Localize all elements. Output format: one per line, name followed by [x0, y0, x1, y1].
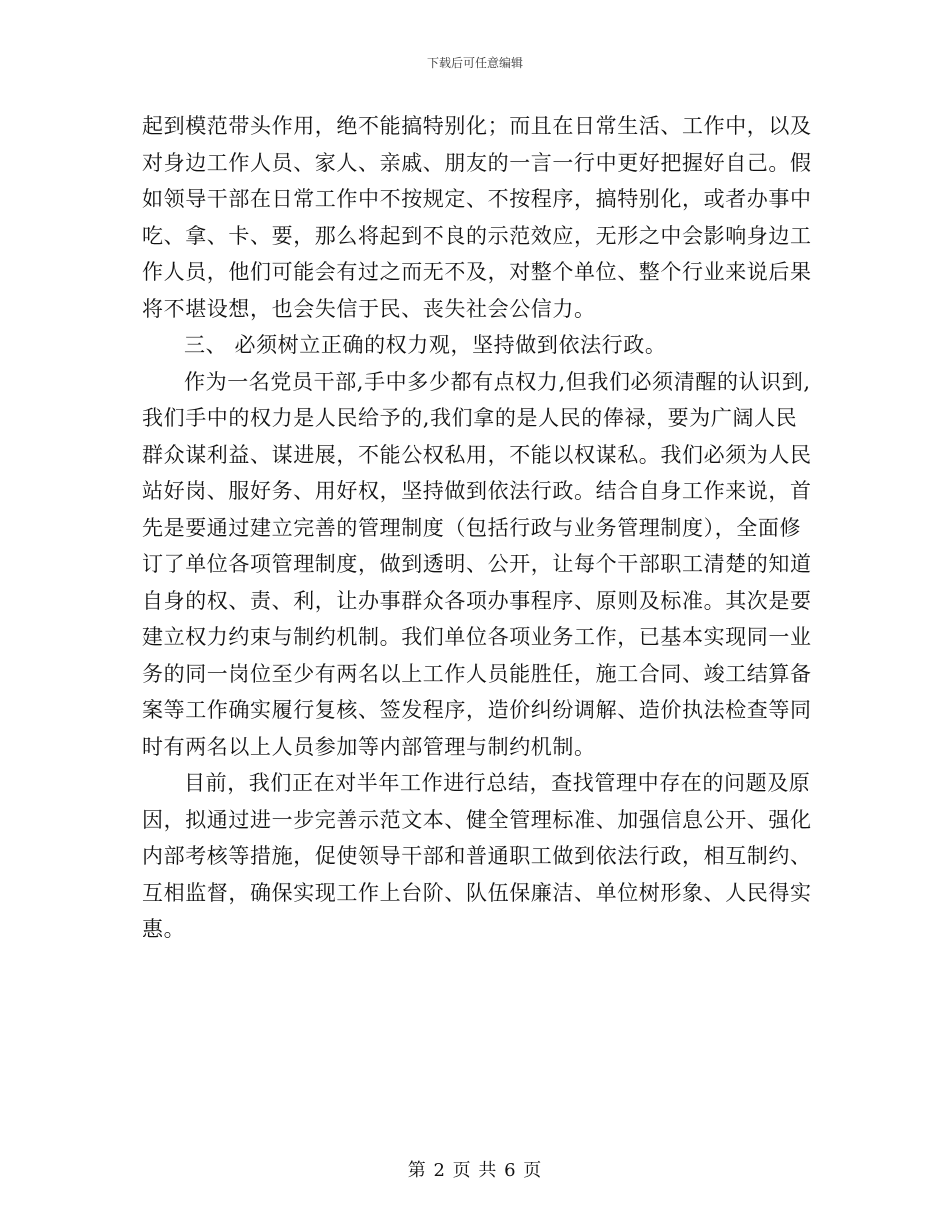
document-body: [142, 108, 812, 948]
page-header: 下载后可任意编辑: [426, 56, 523, 70]
section-heading: 三、 必须树立正确的权力观，坚持做到依法行政。: [184, 333, 667, 357]
paragraph-continuation: 起到模范带头作用，绝不能搞特别化；而且在日常生活、工作中，以及对身边工作人员、家人、亲戚、朋友的一言一行中更好把握好自己。假如领导干部在日常工作中不按规定、不按程序，搞特别化，或者办事中吃、拿、卡、要，那么将起到不良的示范效应，无形之中会影响身边工作人员，他们可能会有过之而无不及，对整个单位、整个行业来说后果将不堪设想，也会失信于民、丧失社会公信力。: [142, 114, 812, 321]
page-number-label: 第 2 页 共 6 页: [407, 1160, 543, 1181]
paragraph-current-work: 目前，我们正在对半年工作进行总结，查找管理中存在的问题及原因，拟通过进一步完善示范文本、健全管理标准、加强信息公开、强化内部考核等措施，促使领导干部和普通职工做到依法行政，相互制约、互相监督，确保实现工作上台阶、队伍保廉洁、单位树形象、人民得实惠。: [142, 771, 812, 941]
page-footer: [0, 1156, 950, 1182]
paragraph-power-view: 作为一名党员干部,手中多少都有点权力,但我们必须清醒的认识到,我们手中的权力是人民给予的,我们拿的是人民的俸禄，要为广阔人民群众谋利益、谋进展，不能公权私用，不能以权谋私。我们必须为人民站好岗、服好务、用好权，坚持做到依法行政。结合自身工作来说，首先是要通过建立完善的管理制度（包括行政与业务管理制度），全面修订了单位各项管理制度，做到透明、公开，让每个干部职工清楚的知道自身的权、责、利，让办事群众各项办事程序、原则及标准。其次是要建立权力约束与制约机制。我们单位各项业务工作，已基本实现同一业务的同一岗位至少有两名以上工作人员能胜任，施工合同、竣工结算备案等工作确实履行复核、签发程序，造价纠纷调解、造价执法检查等同时有两名以上人员参加等内部管理与制约机制。: [142, 369, 812, 759]
